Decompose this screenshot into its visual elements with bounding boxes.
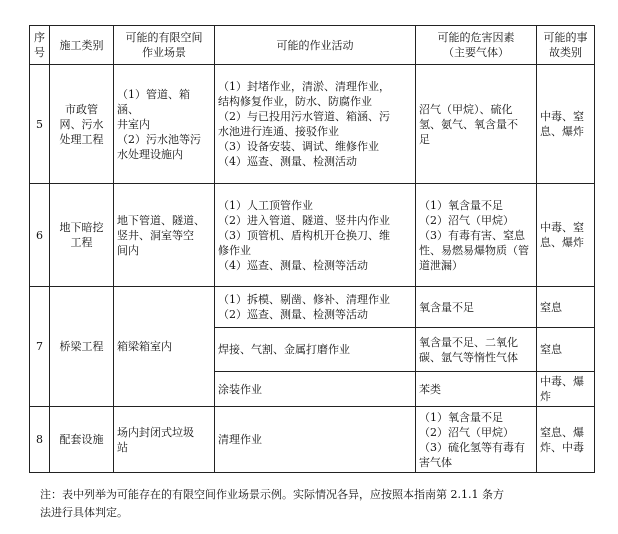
table-row <box>30 287 595 328</box>
row-activity: 清理作业 <box>215 407 416 473</box>
table-row <box>30 65 595 184</box>
row-hazard: 沼气（甲烷）、硫化 氢、氨气、氧含量不 足 <box>416 65 537 184</box>
row-activity: （1）人工顶管作业 （2）进入管道、隧道、竖井内作业 （3）顶管机、盾构机开仓换刀、维 修作业 （4）巡查、测量、检测等活动 <box>215 184 416 287</box>
row-scene: （1）管道、箱涵、 井室内 （2）污水池等污 水处理设施内 <box>114 65 215 184</box>
row-hazard: 氧含量不足、二氧化 碳、氩气等惰性气体 <box>416 328 537 372</box>
row-hazard: （1）氧含量不足 （2）沼气（甲烷） （3）有毒有害、窒息 性、易燃易爆物质（管 道泄漏） <box>416 184 537 287</box>
row-accident: 窒息 <box>537 287 595 328</box>
row-index: 7 <box>30 287 50 407</box>
row-index: 6 <box>30 184 50 287</box>
row-index: 5 <box>30 65 50 184</box>
header-accident: 可能的事 故类别 <box>537 26 595 65</box>
header-hazard: 可能的危害因素 （主要气体） <box>416 26 537 65</box>
header-index: 序 号 <box>30 26 50 65</box>
row-accident: 中毒、爆炸 <box>537 372 595 407</box>
row-hazard: 氧含量不足 <box>416 287 537 328</box>
row-index: 8 <box>30 407 50 473</box>
row-category: 地下暗挖 工程 <box>50 184 114 287</box>
row-activity: 涂装作业 <box>215 372 416 407</box>
row-activity: （1）拆模、剔凿、修补、清理作业 （2）巡查、测量、检测等活动 <box>215 287 416 328</box>
row-scene: 场内封闭式垃圾 站 <box>114 407 215 473</box>
table-note: 注：表中列举为可能存在的有限空间作业场景示例。实际情况各异，应按照本指南第 2.1.1 条方 法进行具体判定。 <box>40 488 504 519</box>
table-row <box>30 184 595 287</box>
header-category: 施工类别 <box>50 26 114 65</box>
hazard-table <box>29 25 595 473</box>
table-row <box>30 407 595 473</box>
row-scene: 地下管道、隧道、 竖井、洞室等空 间内 <box>114 184 215 287</box>
table-header-row <box>30 26 595 65</box>
row-accident: 中毒、窒 息、爆炸 <box>537 65 595 184</box>
row-category: 配套设施 <box>50 407 114 473</box>
row-accident: 中毒、窒 息、爆炸 <box>537 184 595 287</box>
header-activity: 可能的作业活动 <box>215 26 416 65</box>
row-category: 市政管 网、污水 处理工程 <box>50 65 114 184</box>
row-activity: （1）封堵作业，清淤、清理作业， 结构修复作业，防水、防腐作业 （2）与已投用污水管道、箱涵、污 水池进行连通、接驳作业 （3）设备安装、调试、维修作业 （4）巡查、测量、检测活动 <box>215 65 416 184</box>
row-category: 桥梁工程 <box>50 287 114 407</box>
row-hazard: 苯类 <box>416 372 537 407</box>
row-hazard: （1）氧含量不足 （2）沼气（甲烷） （3）硫化氢等有毒有 害气体 <box>416 407 537 473</box>
header-scene: 可能的有限空间 作业场景 <box>114 26 215 65</box>
row-scene: 箱梁箱室内 <box>114 287 215 407</box>
row-accident: 窒息、爆 炸、中毒 <box>537 407 595 473</box>
row-accident: 窒息 <box>537 328 595 372</box>
row-activity: 焊接、气割、金属打磨作业 <box>215 328 416 372</box>
